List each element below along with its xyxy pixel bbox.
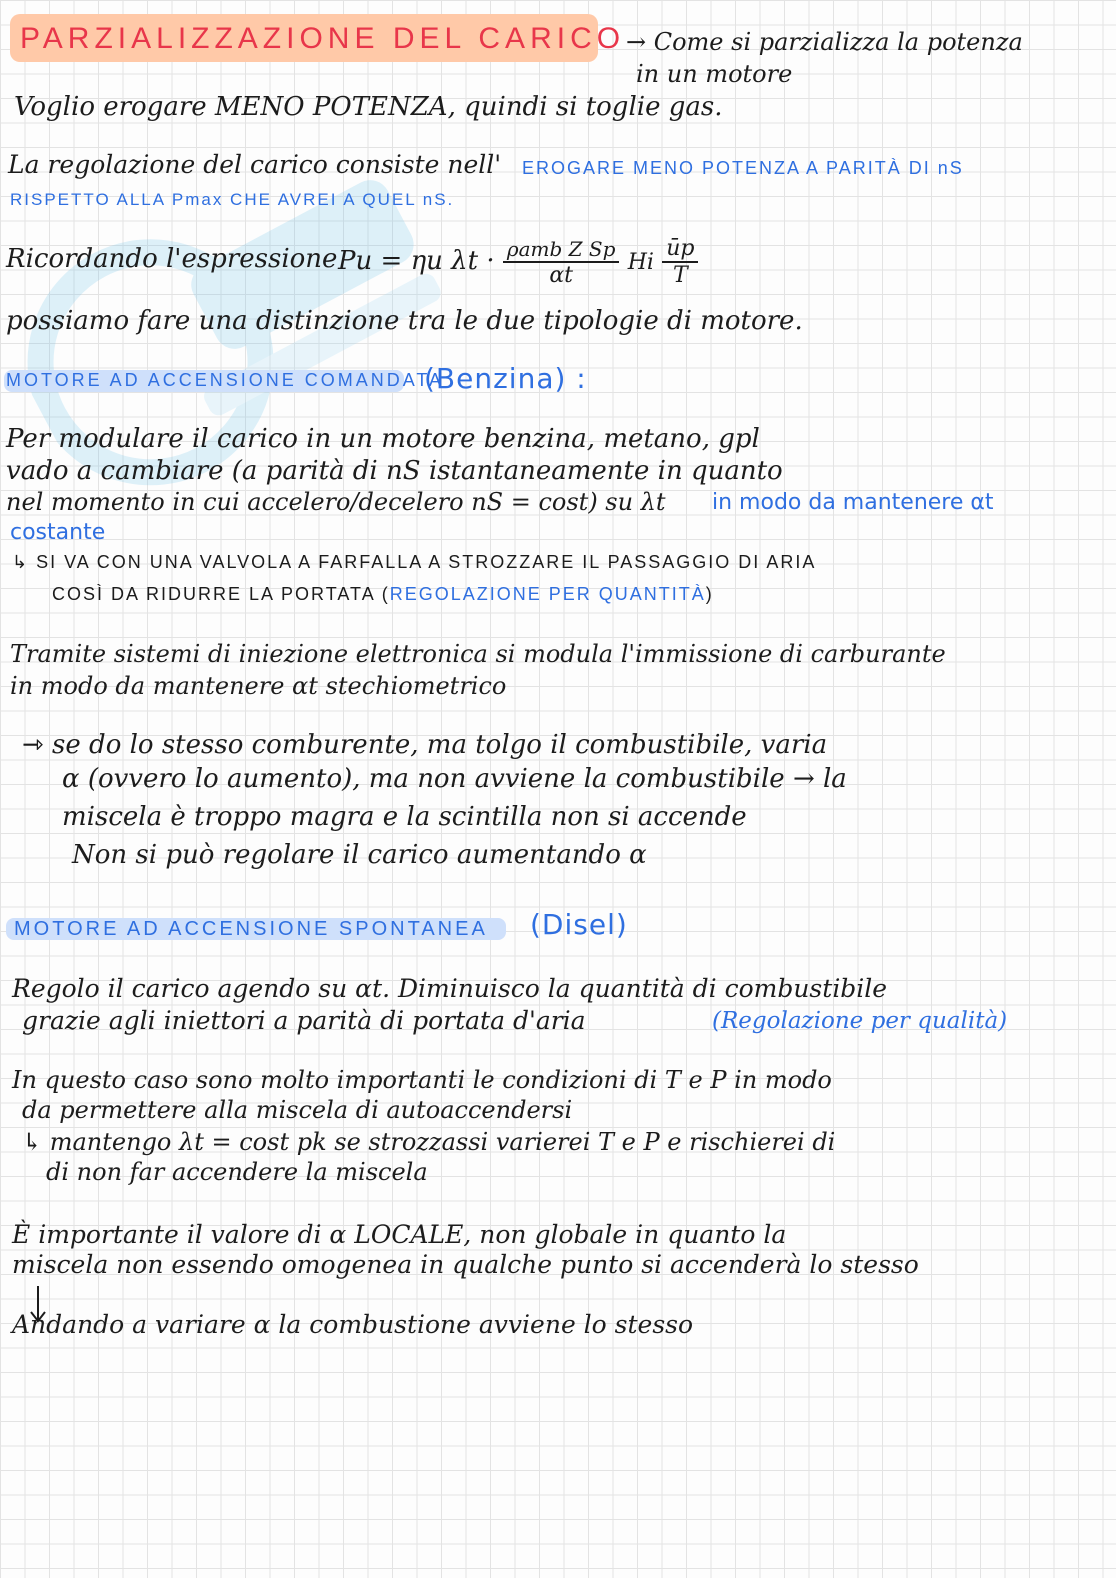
- formula-intro: Ricordando l'espressione: [6, 244, 338, 274]
- title-note-1: → Come si parzializza la potenza: [626, 28, 1023, 56]
- section2-p3-line2: miscela non essendo omogenea in qualche punto si accenderà lo stesso: [12, 1250, 919, 1279]
- section1-p3-line3: miscela è troppo magra e la scintilla non si accende: [62, 802, 747, 832]
- section2-heading: MOTORE AD ACCENSIONE SPONTANEA: [14, 918, 488, 940]
- formula-outro: possiamo fare una distinzione tra le due tipologie di motore.: [6, 306, 803, 336]
- section1-p2-line2: in modo da mantenere αt stechiometrico: [10, 672, 507, 700]
- section1-arrow-end: ): [705, 584, 714, 604]
- formula-frac1-den: αt: [549, 262, 574, 288]
- formula-fraction-2: [662, 236, 698, 288]
- section1-p1-line2: vado a cambiare (a parità di nS istantaneamente in quanto: [6, 456, 783, 486]
- formula-frac2-num: ūp: [662, 236, 698, 263]
- section2-p1-line2: grazie agli iniettori a parità di portata d'aria: [22, 1006, 586, 1035]
- section1-p2-line1: Tramite sistemi di iniezione elettronica si modula l'immissione di carburante: [10, 640, 946, 668]
- page-title: PARZIALIZZAZIONE DEL CARICO: [20, 22, 626, 55]
- formula-mid: = ηu λt ·: [380, 246, 495, 276]
- section2-p3-line1: È importante il valore di α LOCALE, non globale in quanto la: [12, 1220, 787, 1249]
- title-note-2: in un motore: [636, 60, 793, 88]
- section2-p1-blue: (Regolazione per qualità): [712, 1008, 1008, 1034]
- section1-arrow-line2: [52, 584, 714, 605]
- power-formula: [338, 236, 698, 288]
- section1-arrow-blue: REGOLAZIONE PER QUANTITÀ: [389, 584, 706, 604]
- section1-p3-line4: Non si può regolare il carico aumentando α: [72, 840, 647, 870]
- definition-prefix: La regolazione del carico consiste nell': [8, 150, 502, 179]
- intro-text: Voglio erogare MENO POTENZA, quindi si toglie gas.: [14, 92, 723, 122]
- section1-p3-line2: α (ovvero lo aumento), ma non avviene la combustibile → la: [62, 764, 847, 794]
- formula-lhs: Pu: [338, 246, 373, 276]
- formula-frac2-den: T: [673, 263, 688, 288]
- section2-p1-line1: Regolo il carico agendo su αt. Diminuisco la quantità di combustibile: [12, 974, 888, 1003]
- section1-p1-line1: Per modulare il carico in un motore benzina, metano, gpl: [6, 424, 760, 454]
- formula-hi: Hi: [627, 250, 654, 275]
- formula-fraction-1: [503, 237, 620, 288]
- section2-p2-line4: di non far accendere la miscela: [46, 1158, 428, 1186]
- section1-p3-line1: ⇾ se do lo stesso comburente, ma tolgo il combustibile, varia: [22, 730, 828, 760]
- section1-p1-blue: in modo da mantenere αt: [712, 490, 994, 515]
- section2-paren: (Disel): [530, 908, 628, 941]
- section2-p4: Andando a variare α la combustione avviene lo stesso: [12, 1310, 694, 1339]
- definition-highlight-1: EROGARE MENO POTENZA A PARITÀ DI nS: [522, 158, 964, 178]
- section1-arrow-text: COSÌ DA RIDURRE LA PORTATA (: [52, 584, 390, 604]
- section1-heading: MOTORE AD ACCENSIONE COMANDATA: [6, 370, 445, 390]
- section2-p2-line2: da permettere alla miscela di autoaccendersi: [22, 1096, 573, 1124]
- section1-arrow-line1: ↳ SI VA CON UNA VALVOLA A FARFALLA A STROZZARE IL PASSAGGIO DI ARIA: [12, 552, 817, 572]
- section1-p1-blue2: costante: [10, 520, 106, 545]
- section1-paren: (Benzina) :: [424, 362, 587, 395]
- section2-p2-line1: In questo caso sono molto importanti le condizioni di T e P in modo: [12, 1066, 832, 1094]
- section2-p2-line3: ↳ mantengo λt = cost pk se strozzassi varierei T e P e rischierei di: [22, 1128, 836, 1156]
- formula-frac1-num: ρamb Z Sp: [503, 237, 620, 263]
- definition-highlight-2: RISPETTO ALLA Pmax CHE AVREI A QUEL nS.: [10, 190, 455, 209]
- section1-p1-line3: nel momento in cui accelero/decelero nS = cost) su λt: [6, 488, 666, 516]
